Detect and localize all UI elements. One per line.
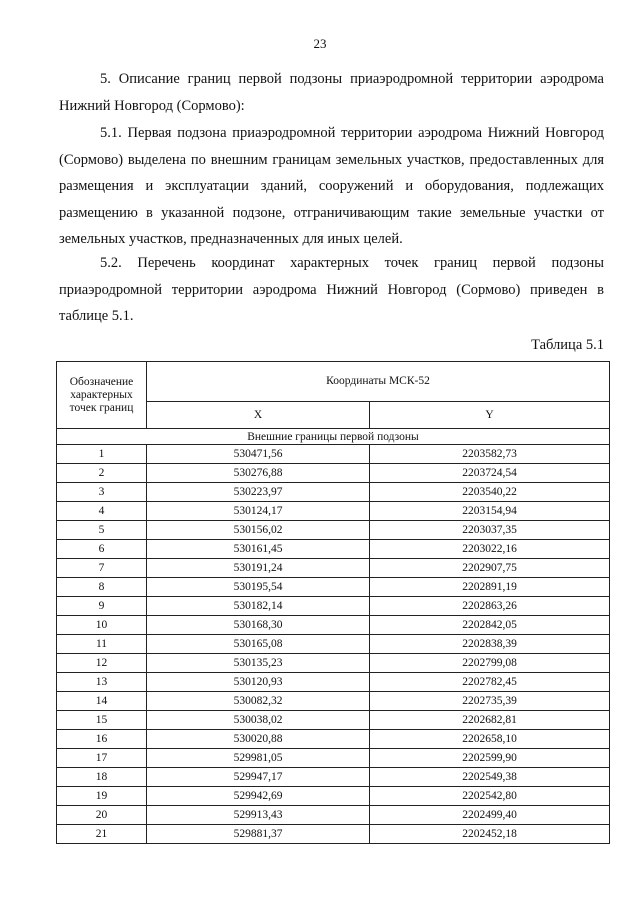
section-label: Внешние границы первой подзоны: [57, 429, 610, 445]
point-number-cell: 19: [57, 787, 147, 806]
y-coordinate-cell: 2203037,35: [370, 521, 610, 540]
y-coordinate-cell: 2202682,81: [370, 711, 610, 730]
x-coordinate-cell: 530223,97: [147, 483, 370, 502]
coordinates-table: [56, 361, 610, 844]
x-coordinate-cell: 530020,88: [147, 730, 370, 749]
table-row: [57, 559, 610, 578]
x-coordinate-cell: 530156,02: [147, 521, 370, 540]
y-coordinate-cell: 2202891,19: [370, 578, 610, 597]
table-row: [57, 483, 610, 502]
table-row: [57, 768, 610, 787]
y-coordinate-cell: 2202863,26: [370, 597, 610, 616]
section-5-heading: 5. Описание границ первой подзоны приаэродромной территории аэродрома Нижний Новгород (Сормово):: [59, 71, 604, 114]
y-coordinate-cell: 2202842,05: [370, 616, 610, 635]
x-coordinate-cell: 530082,32: [147, 692, 370, 711]
table-body: [57, 445, 610, 844]
y-coordinate-cell: 2202735,39: [370, 692, 610, 711]
y-coordinate-cell: 2202599,90: [370, 749, 610, 768]
page-number: 23: [313, 36, 327, 51]
y-coordinate-cell: 2203540,22: [370, 483, 610, 502]
y-coordinate-cell: 2202907,75: [370, 559, 610, 578]
point-number-cell: 20: [57, 806, 147, 825]
table-row: [57, 464, 610, 483]
table-row: [57, 616, 610, 635]
point-number-cell: 21: [57, 825, 147, 844]
table-row: [57, 806, 610, 825]
point-number-cell: 6: [57, 540, 147, 559]
y-coordinate-cell: 2202542,80: [370, 787, 610, 806]
y-coordinate-cell: 2202499,40: [370, 806, 610, 825]
x-coordinate-cell: 529942,69: [147, 787, 370, 806]
table-row: [57, 578, 610, 597]
header-x: X: [147, 401, 370, 428]
x-coordinate-cell: 529913,43: [147, 806, 370, 825]
x-coordinate-cell: 530120,93: [147, 673, 370, 692]
point-number-cell: 18: [57, 768, 147, 787]
header-y: Y: [370, 401, 610, 428]
point-number-cell: 4: [57, 502, 147, 521]
x-coordinate-cell: 530161,45: [147, 540, 370, 559]
x-coordinate-cell: 530191,24: [147, 559, 370, 578]
y-coordinate-cell: 2202799,08: [370, 654, 610, 673]
x-coordinate-cell: 529881,37: [147, 825, 370, 844]
point-number-cell: 7: [57, 559, 147, 578]
table-row: [57, 825, 610, 844]
x-coordinate-cell: 530182,14: [147, 597, 370, 616]
table-row: [57, 730, 610, 749]
y-coordinate-cell: 2202658,10: [370, 730, 610, 749]
point-number-cell: 17: [57, 749, 147, 768]
y-coordinate-cell: 2202782,45: [370, 673, 610, 692]
point-number-cell: 1: [57, 445, 147, 464]
table-row: [57, 787, 610, 806]
table-row: [57, 692, 610, 711]
table-row: [57, 445, 610, 464]
point-number-cell: 13: [57, 673, 147, 692]
table-caption: Таблица 5.1: [531, 337, 604, 353]
x-coordinate-cell: 530276,88: [147, 464, 370, 483]
point-number-cell: 16: [57, 730, 147, 749]
x-coordinate-cell: 530195,54: [147, 578, 370, 597]
y-coordinate-cell: 2203724,54: [370, 464, 610, 483]
point-number-cell: 12: [57, 654, 147, 673]
header-point-designation: Обозначение характерных точек границ: [57, 362, 147, 429]
point-number-cell: 8: [57, 578, 147, 597]
table-row: [57, 502, 610, 521]
y-coordinate-cell: 2202452,18: [370, 825, 610, 844]
table-row: [57, 749, 610, 768]
point-number-cell: 9: [57, 597, 147, 616]
y-coordinate-cell: 2203022,16: [370, 540, 610, 559]
x-coordinate-cell: 530038,02: [147, 711, 370, 730]
point-number-cell: 3: [57, 483, 147, 502]
paragraph-5-2: 5.2. Перечень координат характерных точек границ первой подзоны приаэродромной территории аэродрома Нижний Новгород (Сормово) приведен в таблице 5.1.: [59, 255, 604, 324]
point-number-cell: 2: [57, 464, 147, 483]
table-row: [57, 673, 610, 692]
x-coordinate-cell: 530124,17: [147, 502, 370, 521]
x-coordinate-cell: 529947,17: [147, 768, 370, 787]
table-row: [57, 635, 610, 654]
point-number-cell: 11: [57, 635, 147, 654]
y-coordinate-cell: 2203582,73: [370, 445, 610, 464]
y-coordinate-cell: 2202549,38: [370, 768, 610, 787]
x-coordinate-cell: 530135,23: [147, 654, 370, 673]
table-row: [57, 597, 610, 616]
x-coordinate-cell: 530165,08: [147, 635, 370, 654]
table-row: [57, 521, 610, 540]
x-coordinate-cell: 530471,56: [147, 445, 370, 464]
table-row: [57, 711, 610, 730]
header-coordinates: Координаты МСК-52: [147, 362, 610, 402]
table-row: [57, 540, 610, 559]
x-coordinate-cell: 529981,05: [147, 749, 370, 768]
point-number-cell: 5: [57, 521, 147, 540]
point-number-cell: 15: [57, 711, 147, 730]
point-number-cell: 10: [57, 616, 147, 635]
x-coordinate-cell: 530168,30: [147, 616, 370, 635]
table-row: [57, 654, 610, 673]
point-number-cell: 14: [57, 692, 147, 711]
y-coordinate-cell: 2202838,39: [370, 635, 610, 654]
y-coordinate-cell: 2203154,94: [370, 502, 610, 521]
paragraph-5-1: 5.1. Первая подзона приаэродромной территории аэродрома Нижний Новгород (Сормово) выделена по внешним границам земельных участков, предоставленных для размещения и эксплуатации зданий, сооружений и оборудования, подлежащих размещению в указанной подзоне, отграничивающим такие земельные участки от земельных участков, предназначенных для иных целей.: [59, 125, 604, 247]
